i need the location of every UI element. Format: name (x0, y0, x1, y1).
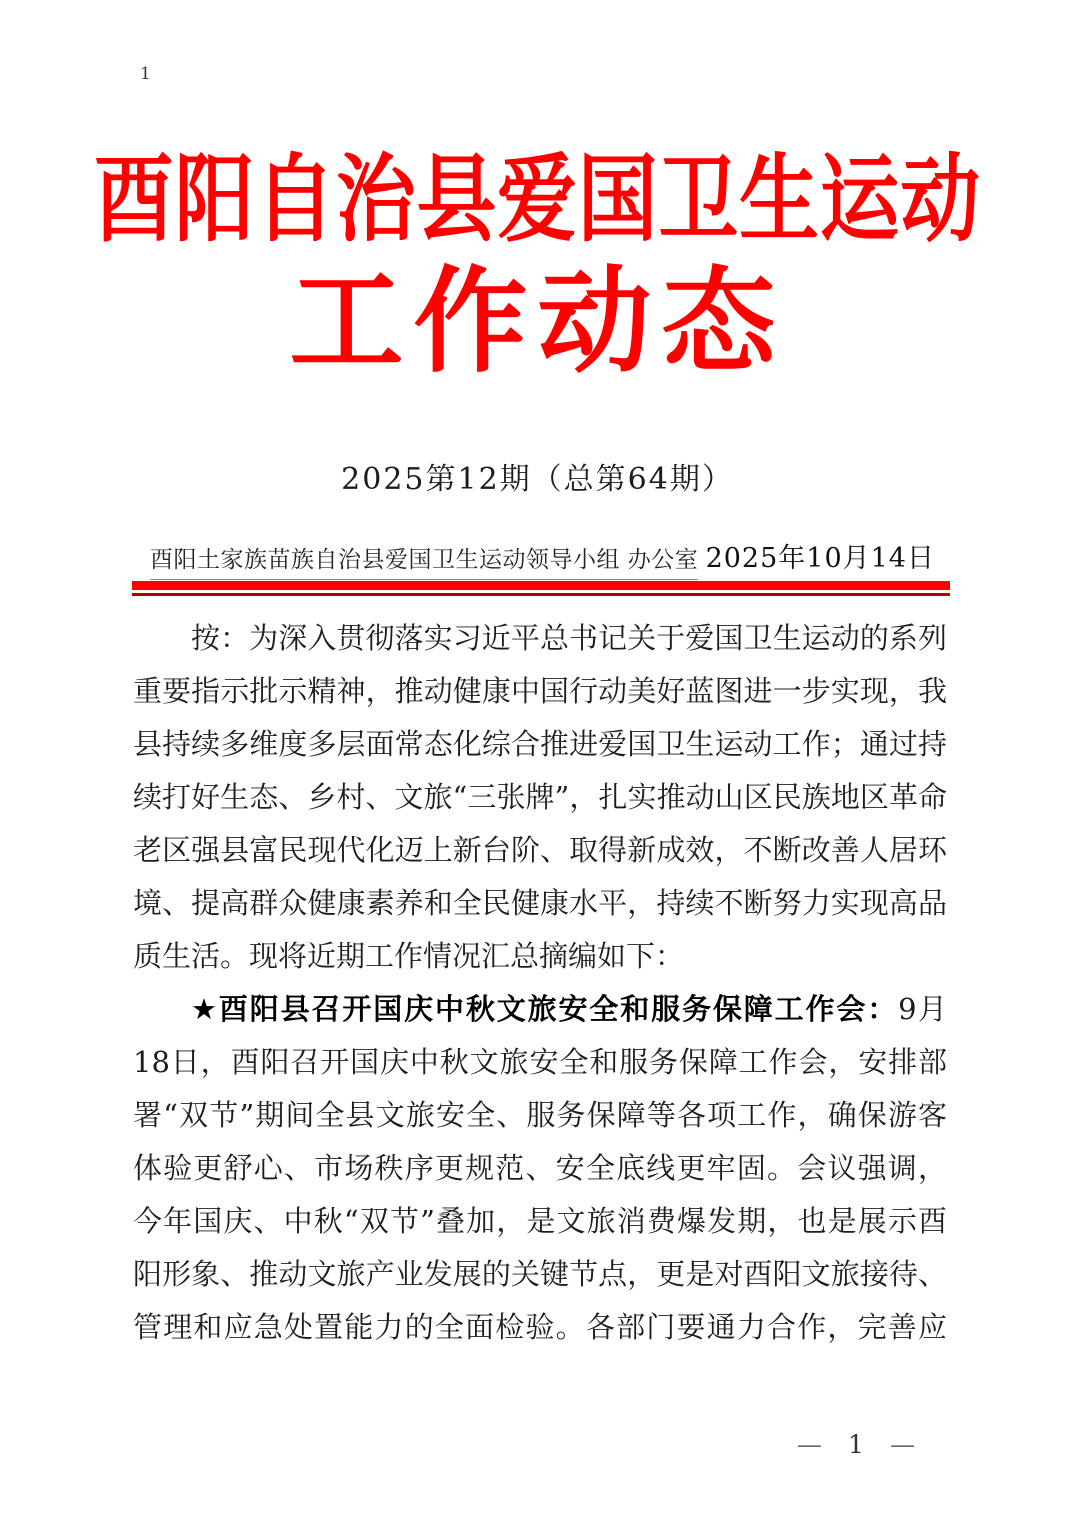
page-footer (797, 1430, 915, 1459)
footer-dash-right: — (890, 1430, 915, 1459)
body-line: 质生活。现将近期工作情况汇总摘编如下： (133, 939, 685, 973)
news-headline-bold: ★酉阳县召开国庆中秋文旅安全和服务保障工作会： (191, 992, 899, 1026)
body-line: 署“双节”期间全县文旅安全、服务保障等各项工作，确保游客 (133, 1098, 947, 1132)
body-line: 续打好生态、乡村、文旅“三张牌”，扎实推动山区民族地区革命 (133, 780, 947, 814)
publisher-name: 酉阳土家族苗族自治县爱国卫生运动领导小组 办公室 (150, 541, 698, 580)
body-line: 阳形象、推动文旅产业发展的关键节点，更是对酉阳文旅接待、 (133, 1257, 947, 1291)
issue-number-line: 2025第12期（总第64期） (341, 462, 734, 497)
corner-line-number: 1 (140, 64, 151, 84)
body-line: 18日，酉阳召开国庆中秋文旅安全和服务保障工作会，安排部 (133, 1045, 947, 1079)
body-line: 体验更舒心、市场秩序更规范、安全底线更牢固。会议强调， (133, 1151, 947, 1185)
red-rule-thick-bar (132, 581, 950, 590)
body-line: 境、提高群众健康素养和全民健康水平，持续不断努力实现高品 (133, 886, 947, 920)
masthead-title-line2: 工作动态 (289, 254, 786, 388)
footer-dash-left: — (797, 1430, 822, 1459)
body-line: 县持续多维度多层面常态化综合推进爱国卫生运动工作；通过持 (133, 727, 947, 761)
red-divider-rule (132, 581, 950, 596)
body-line: 按：为深入贯彻落实习近平总书记关于爱国卫生运动的系列 (191, 621, 947, 655)
publisher-row (150, 536, 935, 580)
document-body (133, 612, 947, 1354)
masthead-title-line1: 酉阳自治县爱国卫生运动 (93, 144, 982, 255)
news-headline-line (133, 983, 947, 1036)
body-line: 管理和应急处置能力的全面检验。各部门要通力合作，完善应 (133, 1310, 947, 1344)
body-line: 重要指示批示精神，推动健康中国行动美好蓝图进一步实现，我 (133, 674, 947, 708)
body-line: 今年国庆、中秋“双节”叠加，是文旅消费爆发期，也是展示酉 (133, 1204, 947, 1238)
issue-date: 2025年10月14日 (705, 543, 935, 574)
footer-page-number: 1 (848, 1430, 864, 1459)
body-line: 老区强县富民现代化迈上新台阶、取得新成效，不断改善人居环 (133, 833, 947, 867)
red-rule-thin-bar (132, 593, 950, 596)
news-headline-tail: 9月 (898, 992, 947, 1026)
